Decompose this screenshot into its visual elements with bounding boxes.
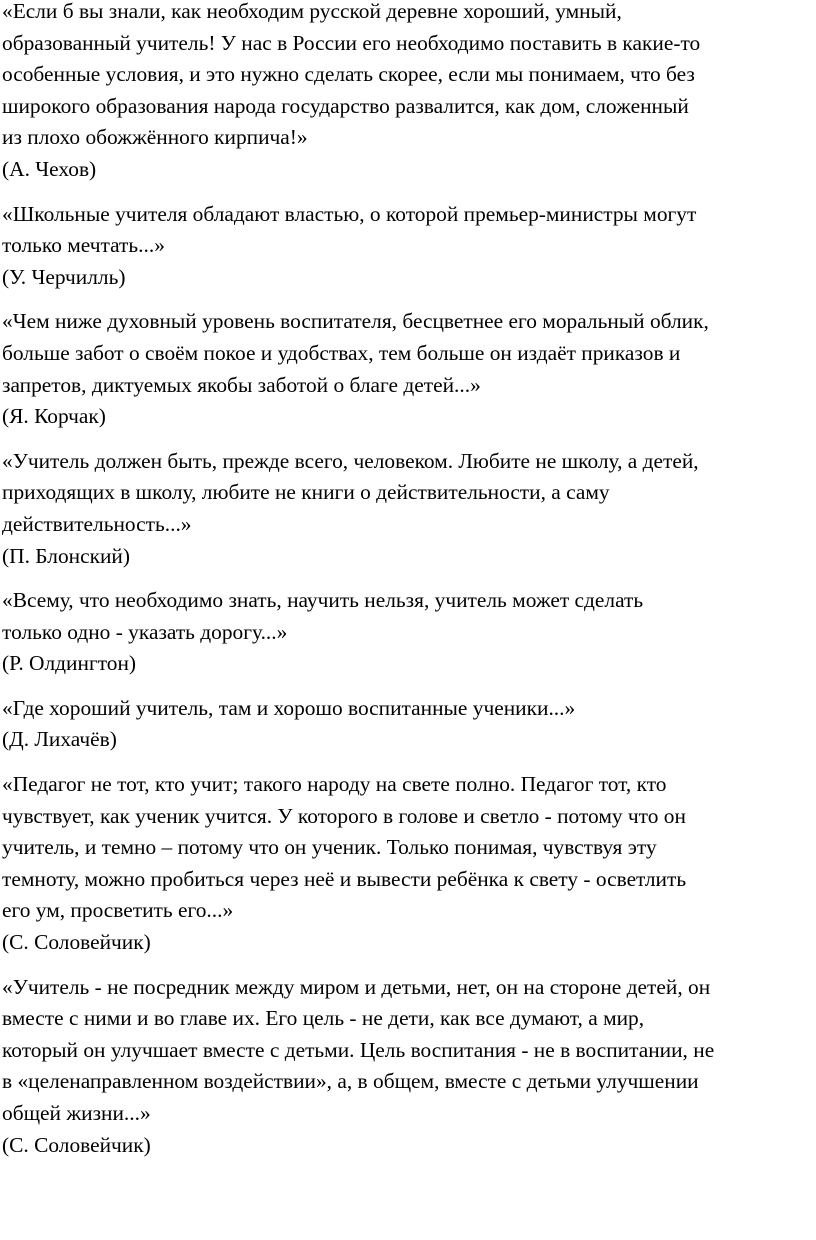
quote-author: (Д. Лихачёв) bbox=[2, 727, 117, 752]
quote-likhachev bbox=[2, 693, 816, 756]
quote-text: «Школьные учителя обладают властью, о которой премьер-министры могут только мечтать...» bbox=[2, 201, 697, 258]
quote-author: (У. Черчилль) bbox=[2, 264, 126, 289]
quote-author: (С. Соловейчик) bbox=[2, 930, 151, 955]
quote-author: (Я. Корчак) bbox=[2, 404, 106, 429]
quote-text: «Если б вы знали, как необходим русской деревне хороший, умный, образованный учитель! У нас в России его необходимо поставить в какие-то особенные условия, и это нужно сделать скорее, если мы понимаем, что без широкого образования народа государство развалится, как дом, сложенный из плохо обожжённого кирпича!» bbox=[2, 0, 701, 150]
quote-soloveichik-2 bbox=[2, 972, 816, 1162]
quote-author: (П. Блонский) bbox=[2, 543, 130, 568]
quote-text: «Чем ниже духовный уровень воспитателя, бесцветнее его моральный облик, больше забот о своём покое и удобствах, тем больше он издаёт приказов и запретов, диктуемых якобы заботой о благе детей...» bbox=[2, 309, 709, 397]
quote-text: «Педагог не тот, кто учит; такого народу на свете полно. Педагог тот, кто чувствует, как ученик учится. У которого в голове и светло - потому что он учитель, и темно – потому что он ученик. Только понимая, чувствуя эту темноту, можно пробиться через неё и вывести ребёнка к свету - осветлить его ум, просветить его...» bbox=[2, 772, 687, 923]
quote-text: «Всему, что необходимо знать, научить нельзя, учитель может сделать только одно - указать дорогу...» bbox=[2, 588, 644, 644]
quote-text: «Учитель - не посредник между миром и детьми, нет, он на стороне детей, он вместе с ними и во главе их. Его цель - не дети, как все думают, а мир, который он улучшает вместе с детьми. Цель воспитания - не в воспитании, не в «целенаправленном воздействии», а, в общем, вместе с детьми улучшении общей жизни...» bbox=[2, 974, 715, 1125]
quote-text: «Учитель должен быть, прежде всего, человеком. Любите не школу, а детей, приходящих в школу, любите не книги о действительности, а саму действительность...» bbox=[2, 448, 699, 536]
quote-author: (Р. Олдингтон) bbox=[2, 651, 137, 676]
quote-churchill bbox=[2, 199, 816, 294]
quote-korczak bbox=[2, 306, 816, 432]
quote-blonsky bbox=[2, 446, 816, 572]
quote-aldington bbox=[2, 585, 816, 680]
quote-text: «Где хороший учитель, там и хорошо воспитанные ученики...» bbox=[2, 695, 576, 720]
quote-chekhov bbox=[2, 0, 816, 186]
quote-author: (А. Чехов) bbox=[2, 156, 97, 181]
quote-soloveichik-1 bbox=[2, 769, 816, 959]
quote-author: (С. Соловейчик) bbox=[2, 1132, 151, 1157]
